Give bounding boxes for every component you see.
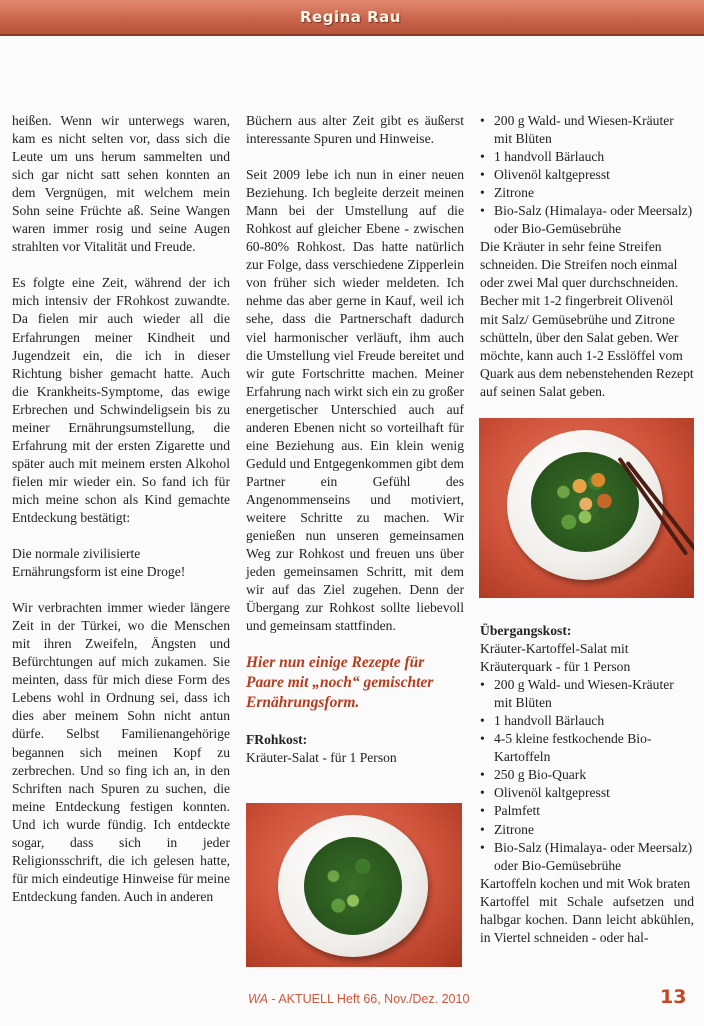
list-item: • 250 g Bio-Quark xyxy=(480,766,694,784)
recipe-instructions: Kartoffeln kochen und mit Wok braten xyxy=(480,875,691,891)
recipe-title: Kräuter-Kartoffel-Salat mit Kräuterquark - für 1 Person xyxy=(480,641,631,675)
list-item: • 4-5 kleine festkochende Bio-Kartoffeln xyxy=(480,730,694,766)
page-number: 13 xyxy=(660,986,687,1008)
paragraph: Büchern aus alter Zeit gibt es äußerst interessante Spuren und Hinweise. xyxy=(246,113,464,147)
herb-salad xyxy=(304,837,402,935)
list-item: • Bio-Salz (Himalaya- oder Meersalz) oder Bio-Gemüsebrühe xyxy=(480,839,694,875)
paragraph: Seit 2009 lebe ich nun in einer neuen Beziehung. Ich begleite derzeit meinen Mann bei der Umstellung auf die Rohkost auf gleicher Ebene - zwischen 60-80% Rohkost. Das hatte natürlich zur Folge, dass verschiedene Zipperlein von früher sich wieder meldeten. Ich nehme das aber gerne in Kauf, weil ich sehe, dass die Partnerschaft dadurch viel harmonischer verläuft, ihm auch die Umstellung viel Freude bereitet und wir gute Fortschritte machen. Meiner Erfahrung nach wirkt sich ein zu großer energetischer Unterschied auch auf anderen Ebenen nicht so vorteilhaft für eine Beziehung aus. Ein klein wenig Geduld und Entgegenkommen gibt dem Partner ein Gefühl des Angenommenseins und motiviert, weitere Schritte zu machen. Wir genießen nun unseren gemeinsamen Weg zur Rohkost und freuen uns über jeden gemeinsamen Schritt, mit dem wir auf das Ziel zugehen. Denn der Übergang zur Rohkost sollte liebevoll und gemeinsam stattfinden. xyxy=(246,167,464,634)
list-item: • 1 handvoll Bärlauch xyxy=(480,712,694,730)
recipe-category-label: FRohkost: xyxy=(246,732,308,748)
magazine-name: WA xyxy=(248,992,268,1006)
list-item: • Zitrone xyxy=(480,184,694,202)
ingredient-list xyxy=(480,112,694,238)
list-item: • Olivenöl kaltgepresst xyxy=(480,166,694,184)
paragraph: Wir verbrachten immer wieder längere Zeit in der Türkei, wo die Menschen mit ihren Zweifeln, Ängsten und Befürchtungen auf mich zukamen. Sie meinten, dass für mich diese Form des Lebens wohl in Ordnung sei, dass ich dies aber meinem Sohn nicht antun dürfe. Selbst Familienangehörige begannen sich meinen Kopf zu zerbrechen. Und so fing ich an, in den Schriften nach Spuren zu suchen, die meine Entdeckung festigen konnten. Und ich wurde fündig. Ich entdeckte sogar, dass sich in jeder Religionsschrift, die ich gelesen hatte, für mich eindeutige Hinweise für meine Entdeckung fanden. Auch in anderen xyxy=(12,600,230,904)
recipe-title: Kräuter-Salat - für 1 Person xyxy=(246,750,397,766)
recipe-section-heading: Hier nun einige Rezepte für Paare mit „noch“ gemischter Ernährungsform. xyxy=(246,654,434,712)
list-item: • 200 g Wald- und Wiesen-Kräuter mit Blüten xyxy=(480,112,694,148)
column-3-lower xyxy=(480,622,694,947)
author-name: Regina Rau xyxy=(300,8,401,26)
column-1 xyxy=(12,112,230,924)
potato-salad-photo xyxy=(479,418,694,598)
fried-potatoes xyxy=(561,462,623,522)
paragraph: Die normale zivilisierte Ernährungsform ist eine Droge! xyxy=(12,546,186,580)
list-item: • Olivenöl kaltgepresst xyxy=(480,784,694,802)
page-header xyxy=(0,0,704,36)
paragraph: heißen. Wenn wir unterwegs waren, kam es nicht selten vor, dass sich die Leute um uns herum sammelten und sich gar nicht satt sehen konnten an dem Vergnügen, mit welchem mein Sohn seine Früchte aß. Seine Wangen waren immer rosig und seine Augen strahlten vor Vitalität und Freude. xyxy=(12,113,230,255)
list-item: • 1 handvoll Bärlauch xyxy=(480,148,694,166)
recipe-category-label: Übergangskost: xyxy=(480,623,572,638)
paragraph: Es folgte eine Zeit, während der ich mich intensiv der FRohkost zuwandte. Da fielen mir auch wieder all die Erfahrungen meiner Kindheit und Jugendzeit ein, die ich in dieser Richtung bisher gemacht hatte. Auch die Krankheits-Symptome, das ewige Erbrechen und Schwindeligsein bis zu meiner Ernährungsumstellung, die Erfahrung mit der ersten Zigarette und später auch mit meinem ersten Alkohol fielen mir wieder ein. So fand ich für mich meine schon als Kind gemachte Entdeckung bestätigt: xyxy=(12,275,230,525)
issue-info: - AKTUELL Heft 66, Nov./Dez. 2010 xyxy=(267,992,470,1006)
list-item: • 200 g Wald- und Wiesen-Kräuter mit Blüten xyxy=(480,676,694,712)
column-2 xyxy=(246,112,464,767)
list-item: • Palmfett xyxy=(480,802,694,820)
recipe-instructions: Kartoffel mit Schale aufsetzen und halbgar kochen. Dann leicht abkühlen, in Viertel schneiden - oder hal- xyxy=(480,893,694,945)
list-item: • Zitrone xyxy=(480,821,694,839)
column-3 xyxy=(480,112,694,401)
list-item: • Bio-Salz (Himalaya- oder Meersalz) oder Bio-Gemüsebrühe xyxy=(480,202,694,238)
herb-salad-photo xyxy=(246,803,462,967)
ingredient-list xyxy=(480,676,694,875)
footer-magazine-info xyxy=(248,992,469,1006)
recipe-instructions: Die Kräuter in sehr feine Streifen schneiden. Die Streifen noch einmal oder zwei Mal quer durchschneiden. Becher mit 1-2 fingerbreit Olivenöl mit Salz/ Gemüsebrühe und Zitrone schütteln, über den Salat geben. Wer möchte, kann auch 1-2 Esslöffel vom Quark aus dem nebenstehenden Rezept auf seinen Salat geben. xyxy=(480,239,694,399)
